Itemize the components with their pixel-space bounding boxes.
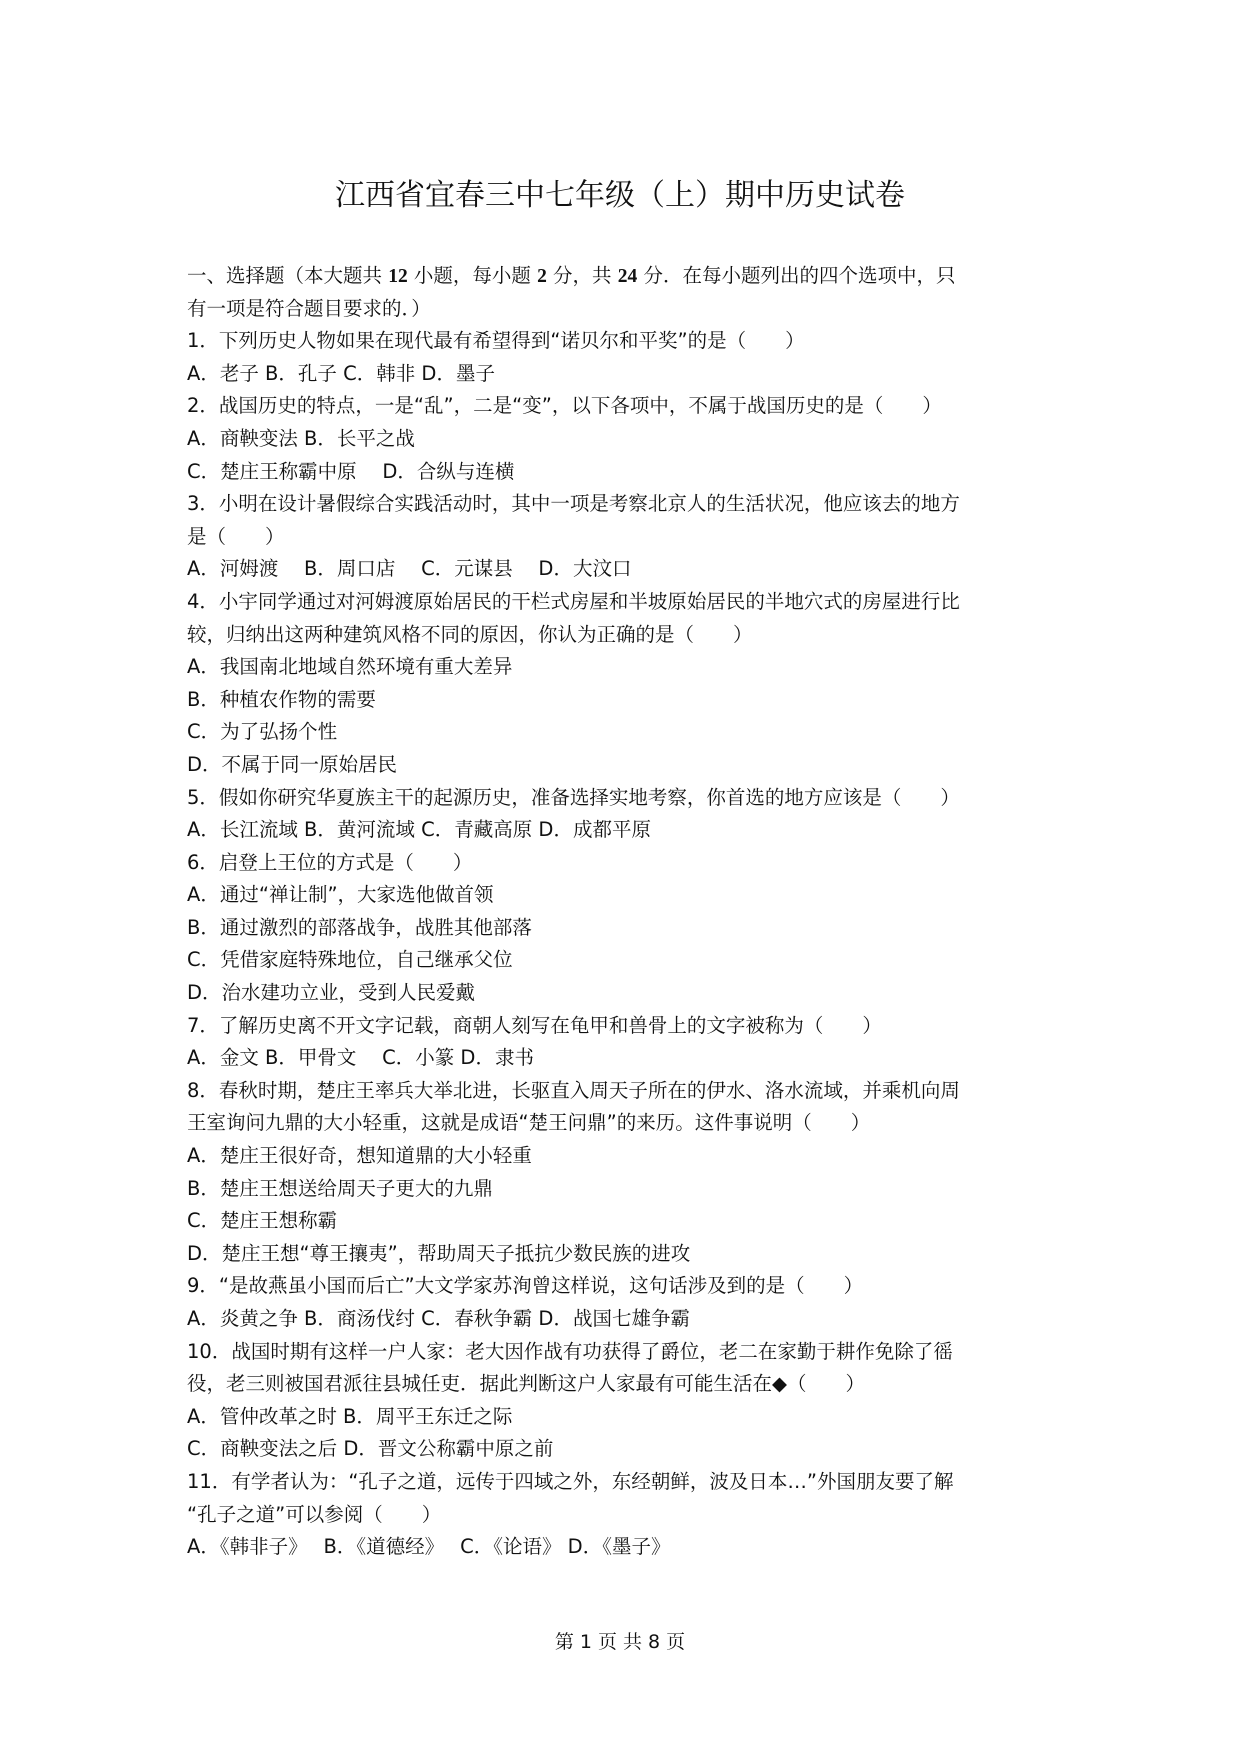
points-total: 24 [617,266,638,287]
question-list [187,260,1067,1564]
section-heading-line-1 [187,260,1067,293]
question-11-options: A．《韩非子》 B．《道德经》 C．《论语》 D．《墨子》 [187,1535,671,1559]
question-6-option-c: C．凭借家庭特殊地位，自己继承父位 [187,948,513,972]
question-3-options: A．河姆渡 B．周口店 C．元谋县 D．大汶口 [187,557,632,581]
question-1-stem: 1．下列历史人物如果在现代最有希望得到“诺贝尔和平奖”的是（ ） [187,329,805,353]
question-4-stem-cont: 较，归纳出这两种建筑风格不同的原因，你认为正确的是（ ） [187,622,753,646]
question-5-options: A．长江流域 B．黄河流域 C．青藏高原 D．成都平原 [187,818,651,842]
question-9-stem: 9．“是故燕虽小国而后亡”大文学家苏洵曾这样说，这句话涉及到的是（ ） [187,1274,864,1298]
question-6-stem: 6．启登上王位的方式是（ ） [187,850,473,874]
question-10-stem: 10．战国时期有这样一户人家：老大因作战有功获得了爵位，老二在家勤于耕作免除了徭 [187,1339,953,1363]
question-4-option-d: D．不属于同一原始居民 [187,752,398,776]
question-count: 12 [388,266,408,287]
question-2-options-ab: A．商鞅变法 B．长平之战 [187,426,415,450]
question-11-stem: 11．有学者认为：“孔子之道，远传于四域之外，东经朝鲜，波及日本…”外国朋友要了解 [187,1469,954,1493]
question-10-stem-cont: 役，老三则被国君派往县城任吏．据此判断这户人家最有可能生活在◆（ ） [187,1372,865,1396]
question-11-stem-cont: “孔子之道”可以参阅（ ） [187,1502,442,1526]
question-10-options-ab: A．管仲改革之时 B．周平王东迁之际 [187,1404,513,1428]
question-2-options-cd: C．楚庄王称霸中原 D．合纵与连横 [187,459,515,483]
question-7-options: A．金文 B．甲骨文 C．小篆 D．隶书 [187,1046,534,1070]
question-8-option-d: D．楚庄王想“尊王攘夷”，帮助周天子抵抗少数民族的进攻 [187,1241,691,1265]
points-each: 2 [537,266,547,287]
question-3-stem: 3．小明在设计暑假综合实践活动时，其中一项是考察北京人的生活状况，他应该去的地方 [187,492,960,516]
question-3-stem-cont: 是（ ） [187,524,285,548]
question-10-options-cd: C．商鞅变法之后 D．晋文公称霸中原之前 [187,1437,554,1461]
question-8-option-c: C．楚庄王想称霸 [187,1209,338,1233]
question-4-option-c: C．为了弘扬个性 [187,720,338,744]
question-9-options: A．炎黄之争 B．商汤伐纣 C．春秋争霸 D．战国七雄争霸 [187,1307,690,1330]
heading-text: 小题，每小题 [407,264,538,287]
question-8-stem: 8．春秋时期，楚庄王率兵大举北进，长驱直入周天子所在的伊水、洛水流域，并乘机向周 [187,1078,960,1102]
page-title: 江西省宜春三中七年级（上）期中历史试卷 [335,178,905,213]
question-4-option-b: B．种植农作物的需要 [187,687,376,711]
question-4-option-a: A．我国南北地域自然环境有重大差异 [187,655,513,679]
question-8-option-a: A．楚庄王很好奇，想知道鼎的大小轻重 [187,1144,532,1168]
question-5-stem: 5．假如你研究华夏族主干的起源历史，准备选择实地考察，你首选的地方应该是（ ） [187,785,960,809]
question-6-option-a: A．通过“禅让制”，大家选他做首领 [187,883,494,907]
question-8-stem-cont: 王室询问九鼎的大小轻重，这就是成语“楚王问鼎”的来历。这件事说明（ ） [187,1111,871,1135]
question-2-stem: 2．战国历史的特点，一是“乱”，二是“变”，以下各项中，不属于战国历史的是（ ） [187,394,942,418]
question-4-stem: 4．小宇同学通过对河姆渡原始居民的干栏式房屋和半坡原始居民的半地穴式的房屋进行比 [187,589,960,613]
question-6-option-b: B．通过激烈的部落战争，战胜其他部落 [187,915,532,939]
question-6-option-d: D．治水建功立业，受到人民爱戴 [187,981,476,1005]
page-footer: 第 1 页 共 8 页 [554,1631,686,1653]
section-heading-line-2: 有一项是符合题目要求的．） [187,296,431,320]
question-1-options: A．老子 B．孔子 C．韩非 D．墨子 [187,361,495,385]
question-7-stem: 7．了解历史离不开文字记载，商朝人刻写在龟甲和兽骨上的文字被称为（ ） [187,1013,882,1037]
question-8-option-b: B．楚庄王想送给周天子更大的九鼎 [187,1176,493,1200]
heading-text: 一、选择题（本大题共 [187,264,389,287]
heading-text: 分，共 [546,264,618,287]
heading-text: 分．在每小题列出的四个选项中，只 [637,264,956,287]
